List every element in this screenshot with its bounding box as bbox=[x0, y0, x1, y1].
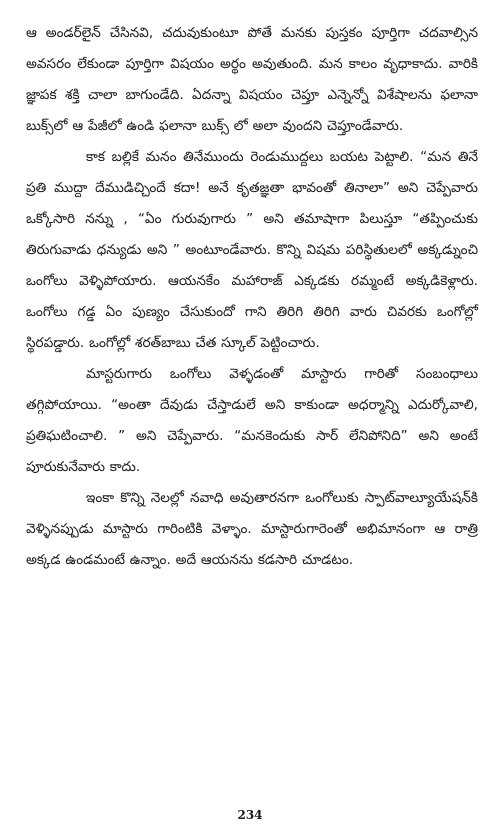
paragraph-1: ఆ అండర్‌లైన్ చేసినవి, చదువుకుంటూ పోతే మనకు పుస్తకం పూర్తిగా చదవాల్సిన అవసరం లేకుండా పూర్తిగా విషయం అర్థం అవుతుంది. మన కాలం వృధాకాదు. వారికి జ్ఞాపక శక్తి చాలా బాగుండేది. ఏదన్నా విషయం చెప్తూ ఎన్నెన్నో విశేషాలను ఫలానా బుక్స్‌లో ఆ పేజీలో ఉండి ఫలానా బుక్స్ లో అలా వుందని చెప్తూండేవారు. bbox=[26, 25, 478, 134]
paragraph-4: ఇంకా కొన్ని నెలల్లో నవాధి అవుతారనగా ఒంగోలుకు స్పాట్‌వాల్యూయేషన్‌కి వెళ్ళినప్పుడు మాస్టారు గారింటికి వెళ్ళాం. మాస్టారుగారెంతో అభిమానంగా ఆ రాత్రి అక్కడ ఉండమంటే ఉన్నాం. అదే ఆయనను కడసారి చూడటం. bbox=[26, 490, 478, 568]
paragraph-3: మాస్టరుగారు ఒంగోలు వెళ్ళడంతో మాస్టారు గారితో సంబంధాలు తగ్గిపోయాయి. “అంతా దేవుడు చేస్తాడులే అని కాకుండా అధర్మాన్ని ఎదుర్కోవాలి, ప్రతిఘటించాలి. ” అని చెప్పేవారు. “మనకెందుకు సార్ లేనిపోనిది” అని అంటే పూరుకునేవారు కాదు. bbox=[26, 366, 478, 475]
page-number: 234 bbox=[237, 808, 263, 822]
paragraph-2: కాక బల్లికే మనం తినేముందు రెండుముద్దలు బయట పెట్టాలి. “మన తినే ప్రతి ముద్దా దేముడిచ్చిందే కదా! అనే కృతజ్ఞతా భావంతో తినాలా” అని చెప్పేవారు ఒక్కోసారి నన్ను , “ఏం గురువుగారు ” అని తమాషాగా పిలుస్తూ “తప్పించుకు తిరుగువాడు ధన్యుడు అని ” అంటూండేవారు. కొన్ని విషమ పరిస్థితులలో అక్కడ్నుంచి ఒంగోలు వెళ్ళిపోయారు. ఆయనకేం మహారాజ్ ఎక్కడకు రమ్మంటే అక్కడికెళ్లారు. ఒంగోలు గడ్డ ఏం పుణ్యం చేసుకుందో గాని తిరిగి తిరిగి వారు చివరకు ఒంగోల్లో స్థిరపడ్డారు. ఒంగోల్లో శరత్‌బాబు చేత స్కూల్ పెట్టించారు. bbox=[26, 149, 478, 351]
